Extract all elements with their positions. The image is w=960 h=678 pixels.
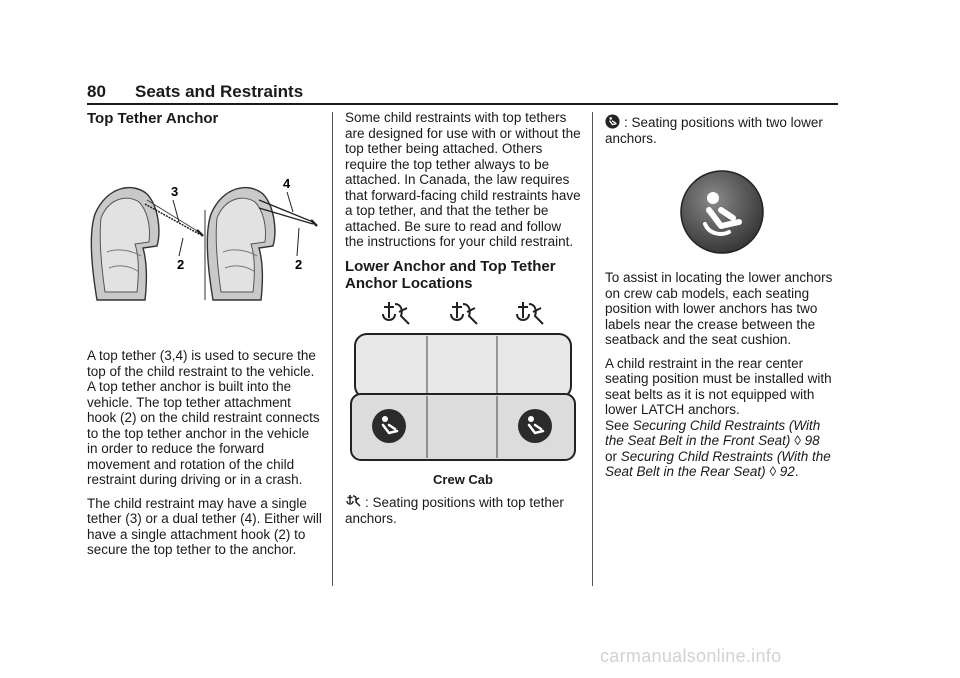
header-rule	[87, 103, 838, 105]
top-tether-paragraph-2: The child restraint may have a single tether (3) or a dual tether (4). Either will have a single attachment hook (2) to secure the top tether to the anchor.	[87, 495, 322, 557]
tether-legend-text: : Seating positions with top tether anchors.	[345, 495, 564, 526]
column-2	[345, 110, 581, 534]
figure-label: 2	[177, 257, 185, 272]
tether-anchor-icon	[451, 302, 477, 324]
anchor-locations-heading: Lower Anchor and Top Tether Anchor Locations	[345, 257, 556, 292]
seat-back	[355, 334, 571, 398]
child-seat-dual-tether	[207, 176, 317, 300]
tether-anchor-icon	[517, 302, 543, 324]
top-tether-heading: Top Tether Anchor	[87, 110, 219, 127]
page-reference[interactable]: 92	[779, 464, 795, 479]
tether-legend	[345, 493, 581, 526]
diagram-caption: Crew Cab	[433, 471, 493, 487]
tether-requirements-paragraph: Some child restraints with top tethers are designed for use with or without the top tether being attached. Others require the top tether always to be attached. In Canada, the law requires that forward-facing child restraints have a top tether, and that the tether be attached. Be sure to read and follow the instructions for your child restraint.	[345, 110, 581, 249]
page-symbol: ◊	[794, 433, 801, 448]
column-divider	[592, 112, 593, 586]
lower-anchor-legend	[605, 114, 841, 146]
center-seat-paragraph: A child restraint in the rear center seating position must be installed with seat belts as it is not equipped with lower LATCH anchors. See Securing Child Restraints (With the Seat Belt in the Front Seat) ◊ 98 or Securing Child Restraints (With the Seat Belt in the Rear Seat) ◊ 92.	[605, 355, 832, 479]
lower-anchor-legend-text: : Seating positions with two lower anchors.	[605, 115, 823, 146]
page-symbol: ◊	[769, 464, 777, 479]
column-1	[87, 110, 323, 566]
figure-label: 2	[295, 257, 303, 272]
tether-anchor-icon	[383, 302, 409, 324]
column-divider	[332, 112, 333, 586]
page-header	[87, 82, 838, 105]
cross-reference-link[interactable]: Securing Child Restraints (With the Seat Belt in the Rear Seat)	[605, 448, 831, 479]
top-tether-illustration	[87, 152, 323, 302]
page-number: 80	[87, 82, 106, 101]
top-tether-paragraph-1: A top tether (3,4) is used to secure the top of the child restraint to the vehicle. A top tether anchor is built into the vehicle. The top tether attachment hook (2) on the child restraint connects to the top tether anchor in the vehicle in order to reduce the forward movement and rotation of the child restraint during driving or in a crash.	[87, 348, 320, 487]
cross-reference-link[interactable]: Securing Child Restraints (With the Seat Belt in the Front Seat)	[605, 417, 821, 448]
lower-anchor-icon	[605, 114, 620, 129]
tether-anchor-icon	[345, 493, 361, 509]
watermark: carmanualsonline.info	[600, 646, 782, 666]
figure-label: 3	[171, 184, 179, 199]
figure-label: 4	[283, 176, 291, 191]
section-title: Seats and Restraints	[135, 82, 304, 101]
lower-anchor-icon	[372, 409, 406, 443]
locating-anchors-paragraph: To assist in locating the lower anchors on crew cab models, each seating position with lower anchors has two labels near the crease between the seatback and the seat cushion.	[605, 270, 833, 347]
lower-anchor-icon	[518, 409, 552, 443]
page-reference[interactable]: 98	[804, 433, 820, 448]
lower-anchor-symbol-illustration	[605, 164, 841, 260]
column-3	[605, 114, 841, 488]
child-seat-single-tether	[91, 184, 203, 300]
crew-cab-seat-diagram	[345, 298, 581, 466]
